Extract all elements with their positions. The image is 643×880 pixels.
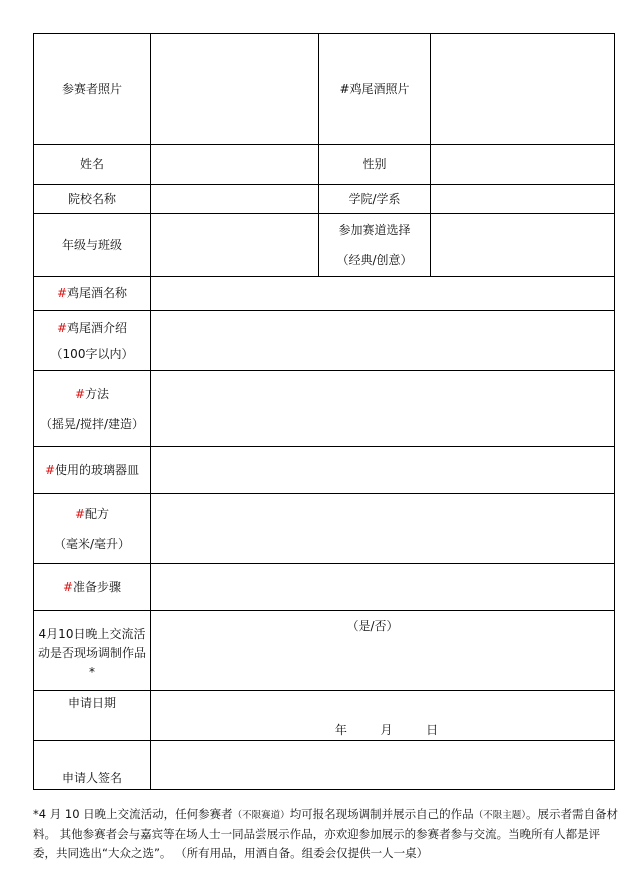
signature-row — [34, 741, 615, 790]
footnote — [33, 805, 623, 863]
track-field[interactable] — [431, 214, 615, 277]
cocktail-photo-label: #鸡尾酒照片 — [319, 34, 431, 145]
steps-label: #准备步骤 — [34, 564, 151, 611]
day-label: 日 — [426, 723, 439, 737]
name-field[interactable] — [151, 145, 319, 185]
method-label: #方法 （摇晃/搅拌/建造） — [34, 371, 151, 447]
live-demo-options: （是/否） — [346, 619, 399, 633]
grade-field[interactable] — [151, 214, 319, 277]
participant-photo-label: 参赛者照片 — [34, 34, 151, 145]
photo-row — [34, 34, 615, 145]
grade-label: 年级与班级 — [34, 214, 151, 277]
method-field[interactable] — [151, 371, 615, 447]
footnote-part3: 。展示者需自备材料。 其他参赛者会与嘉宾等在场人士一同品尝展示作品，亦欢迎参加展示的参赛者参与交流。当晚所有人都是评委，共同选出“大众之选”。 （所有用品，用酒自备。组委会仅提供一人一桌） — [33, 807, 618, 860]
year-label: 年 — [334, 723, 347, 737]
cocktail-name-row — [34, 277, 615, 311]
gender-label: 性别 — [319, 145, 431, 185]
steps-field[interactable] — [151, 564, 615, 611]
cocktail-intro-field[interactable] — [151, 311, 615, 371]
glassware-label: #使用的玻璃器皿 — [34, 447, 151, 494]
recipe-row — [34, 494, 615, 564]
live-demo-label: 4月10日晚上交流活动是否现场调制作品* — [34, 611, 151, 691]
cocktail-intro-row — [34, 311, 615, 371]
department-field[interactable] — [431, 185, 615, 214]
application-form-table — [33, 33, 615, 790]
name-row — [34, 145, 615, 185]
signature-label: 申请人签名 — [34, 741, 151, 790]
method-sub: （摇晃/搅拌/建造） — [39, 416, 145, 431]
cocktail-intro-sub: （100字以内） — [50, 346, 134, 361]
department-label: 学院/学系 — [319, 185, 431, 214]
cocktail-photo-field[interactable] — [431, 34, 615, 145]
track-label-line1: 参加赛道选择 — [338, 223, 411, 237]
live-demo-field[interactable] — [151, 611, 615, 691]
glassware-row — [34, 447, 615, 494]
live-demo-row — [34, 611, 615, 691]
footnote-part1: *4 月 10 日晚上交流活动，任何参赛者 — [33, 807, 233, 821]
gender-field[interactable] — [431, 145, 615, 185]
recipe-field[interactable] — [151, 494, 615, 564]
month-label: 月 — [380, 723, 393, 737]
participant-photo-field[interactable] — [151, 34, 319, 145]
footnote-part2: 均可报名现场调制并展示自己的作品 — [289, 807, 474, 821]
cocktail-name-label: #鸡尾酒名称 — [34, 277, 151, 311]
school-row — [34, 185, 615, 214]
apply-date-row — [34, 691, 615, 741]
track-label-line2: （经典/创意） — [336, 253, 413, 267]
recipe-label: #配方 （毫米/毫升） — [34, 494, 151, 564]
recipe-sub: （毫米/毫升） — [53, 536, 131, 551]
school-field[interactable] — [151, 185, 319, 214]
apply-date-label: 申请日期 — [34, 691, 151, 741]
grade-row — [34, 214, 615, 277]
method-row — [34, 371, 615, 447]
date-placeholders — [151, 721, 614, 738]
glassware-field[interactable] — [151, 447, 615, 494]
footnote-small2: （不限主题） — [473, 810, 526, 821]
name-label: 姓名 — [34, 145, 151, 185]
school-label: 院校名称 — [34, 185, 151, 214]
cocktail-name-field[interactable] — [151, 277, 615, 311]
signature-field[interactable] — [151, 741, 615, 790]
footnote-small1: （不限赛道） — [232, 810, 290, 821]
apply-date-field[interactable] — [151, 691, 615, 741]
cocktail-intro-label: #鸡尾酒介绍 （100字以内） — [34, 311, 151, 371]
track-label — [319, 214, 431, 277]
steps-row — [34, 564, 615, 611]
